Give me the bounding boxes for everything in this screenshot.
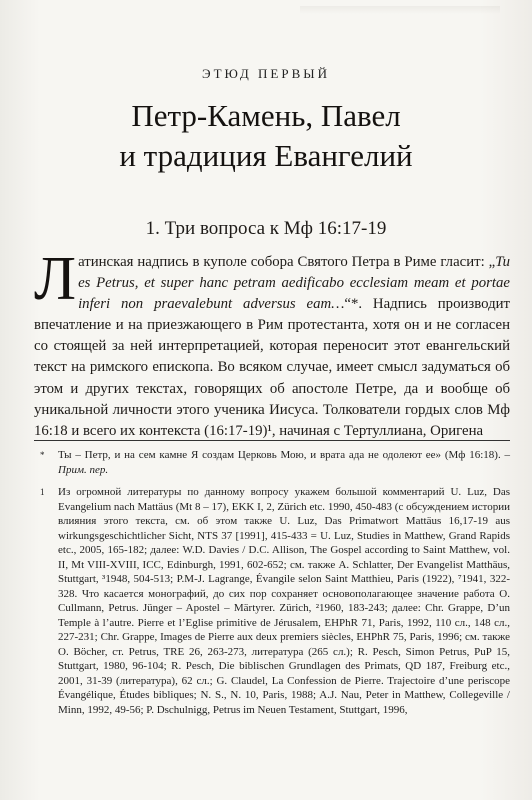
footnote-translator: [34, 448, 510, 477]
body-text-rest: “*. Надпись производит впечатление и на приезжающего в Рим протестанта, хотя он и не согласен со стоящей за ней интерпретацией, которая переносит этот евангельский текст на римского епископа. Во всяком случае, имеет смысл задуматься об этом и других текстах, говорящих об апостоле Петре, да и вообще об уникальной личности этого ученика Иисуса. Толкователи гордых слов Мф 16:18 и всего их контекста (16:17-19)¹, начиная с Тертуллиана, Оригена: [34, 296, 511, 439]
title-line-1: Петр-Камень, Павел: [131, 98, 401, 133]
drop-cap: Л: [34, 245, 77, 313]
footnote-text: Ты – Петр, и на сем камне Я создам Церковь Мою, и врата ада не одолеют ее» (Мф 16:18). –: [58, 449, 510, 461]
show-through-text: [300, 6, 500, 14]
footnotes: [34, 448, 510, 725]
footnote-signature: Прим. пер.: [58, 463, 109, 476]
chapter-title: [0, 96, 532, 176]
title-line-2: и традиция Евангелий: [119, 138, 413, 173]
latin-inscription: Tu es Petrus, et super hanc petram aedificabo ecclesiam meam et portae inferi non praevalebunt adversus eam…: [78, 254, 510, 313]
body-paragraph: [34, 245, 511, 442]
footnote-text: Из огромной литературы по данному вопросу укажем большой комментарий U. Luz, Das Evangelium nach Mattäus (Mt 8 – 17), EKK I, 2, Zürich etc. 1990, 450-483 (с обсуждением истории влияния этого текста, см. об этом также U. Luz, Das Primatwort Mattäus 16,17-19 aus wirkungsgeschichtlicher Sicht, NTS 37 [1991], 415-433 = U. Luz, Studies in Matthew, Grand Rapids etc., 2005, 165-182; далее: W.D. Davies / D.C. Allison, The Gospel according to Saint Matthew, vol. II, Mt VIII-XVIII, ICC, Edinburgh, 1991, 602-652; см. также A. Schlatter, Der Evangelist Matthäus, Stuttgart, ³1948, 504-513; P.M-J. Lagrange, Évangile selon Saint Matthieu, Paris (1922), ⁷1941, 322-328. Что касается монографий, до сих пор сохраняет основополагающее значение работа O. Cullmann, Petrus. Jünger – Apostel – Märtyrer. Zürich, ²1960, 183-243; далее: Chr. Grappe, D’un Temple à l’autre. Pierre et l’Eglise primitive de Jérusalem, EHPhR 71, Paris, 1992, 110 сл., 148 сл., 227-231; Chr. Grappe, Images de Pierre aux deux premiers siècles, EHPhR 75, Paris, 1996; см. также O. Böcher, ст. Petrus, TRE 26, 263-273, литература (265 сл.); R. Pesch, Simon Petrus, PuP 15, Stuttgart, 1980, 96-104; R. Pesch, Die biblischen Grundlagen des Primats, QD 187, Freiburg etc., 2001, 31-39 (литература), 62 сл.; G. Claudel, La Confession de Pierre. Trajectoire d’une periscope Évangélique, Études bibliques; N. S., N. 10, Paris, 1988; A.J. Nau, Peter in Matthew, Collegeville / Minn, 1992, 49-56; P. Dschulnigg, Petrus im Neuen Testament, Stuttgart, 1996,: [58, 486, 510, 716]
chapter-kicker: ЭТЮД ПЕРВЫЙ: [202, 66, 330, 81]
footnote-marker: *: [40, 450, 45, 460]
section-heading: 1. Три вопроса к Мф 16:17-19: [145, 218, 387, 239]
footnote-1: [34, 485, 510, 717]
footnote-marker: 1: [40, 487, 45, 497]
body-text-start: атинская надпись в куполе собора Святого Петра в Риме гласит: „: [78, 254, 496, 270]
footnote-divider: [34, 440, 510, 441]
